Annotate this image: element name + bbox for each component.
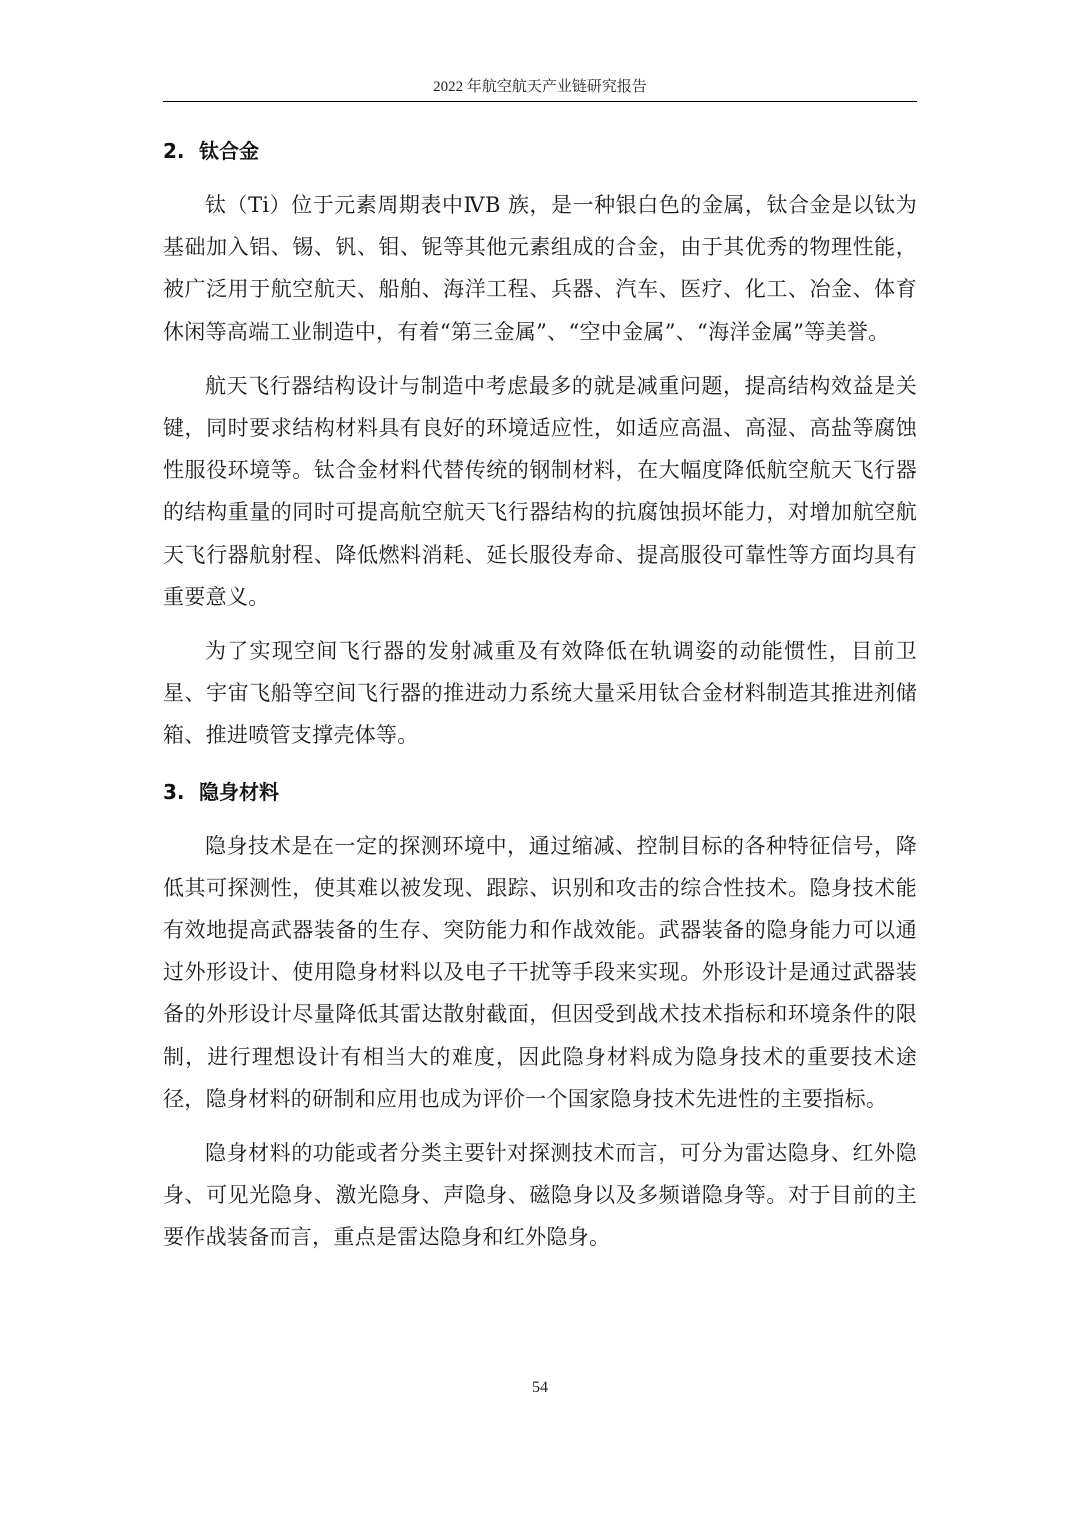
paragraph: 航天飞行器结构设计与制造中考虑最多的就是减重问题，提高结构效益是关键，同时要求结构材料具有良好的环境适应性，如适应高温、高湿、高盐等腐蚀性服役环境等。钛合金材料代替传统的钢制材料，在大幅度降低航空航天飞行器的结构重量的同时可提高航空航天飞行器结构的抗腐蚀损坏能力，对增加航空航天飞行器航射程、降低燃料消耗、延长服役寿命、提高服役可靠性等方面均具有重要意义。 <box>163 373 917 609</box>
section-number: 2. <box>163 139 185 163</box>
section-heading-stealth <box>163 771 917 813</box>
section-title: 隐身材料 <box>199 779 279 804</box>
section-number: 3. <box>163 779 185 804</box>
paragraph: 隐身技术是在一定的探测环境中，通过缩减、控制目标的各种特征信号，降低其可探测性，使其难以被发现、跟踪、识别和攻击的综合性技术。隐身技术能有效地提高武器装备的生存、突防能力和作战效能。武器装备的隐身能力可以通过外形设计、使用隐身材料以及电子干扰等手段来实现。外形设计是通过武器装备的外形设计尽量降低其雷达散射截面，但因受到战术技术指标和环境条件的限制，进行理想设计有相当大的难度，因此隐身材料成为隐身技术的重要技术途径，隐身材料的研制和应用也成为评价一个国家隐身技术先进性的主要指标。 <box>163 833 917 1111</box>
page-number: 54 <box>532 1379 548 1396</box>
page-body <box>163 130 917 1259</box>
paragraph: 钛（Ti）位于元素周期表中ⅣB 族，是一种银白色的金属，钛合金是以钛为基础加入铝、锡、钒、钼、铌等其他元素组成的合金，由于其优秀的物理性能，被广泛用于航空航天、船舶、海洋工程、兵器、汽车、医疗、化工、冶金、体育休闲等高端工业制造中，有着“第三金属”、“空中金属”、“海洋金属”等美誉。 <box>163 193 917 344</box>
running-header: 2022 年航空航天产业链研究报告 <box>433 79 647 95</box>
header-divider <box>163 101 917 102</box>
section-heading-titanium <box>163 130 917 172</box>
section-title: 钛合金 <box>199 139 259 163</box>
paragraph: 为了实现空间飞行器的发射减重及有效降低在轨调姿的动能惯性，目前卫星、宇宙飞船等空间飞行器的推进动力系统大量采用钛合金材料制造其推进剂储箱、推进喷管支撑壳体等。 <box>163 639 917 748</box>
paragraph: 隐身材料的功能或者分类主要针对探测技术而言，可分为雷达隐身、红外隐身、可见光隐身、激光隐身、声隐身、磁隐身以及多频谱隐身等。对于目前的主要作战装备而言，重点是雷达隐身和红外隐身。 <box>163 1141 917 1250</box>
